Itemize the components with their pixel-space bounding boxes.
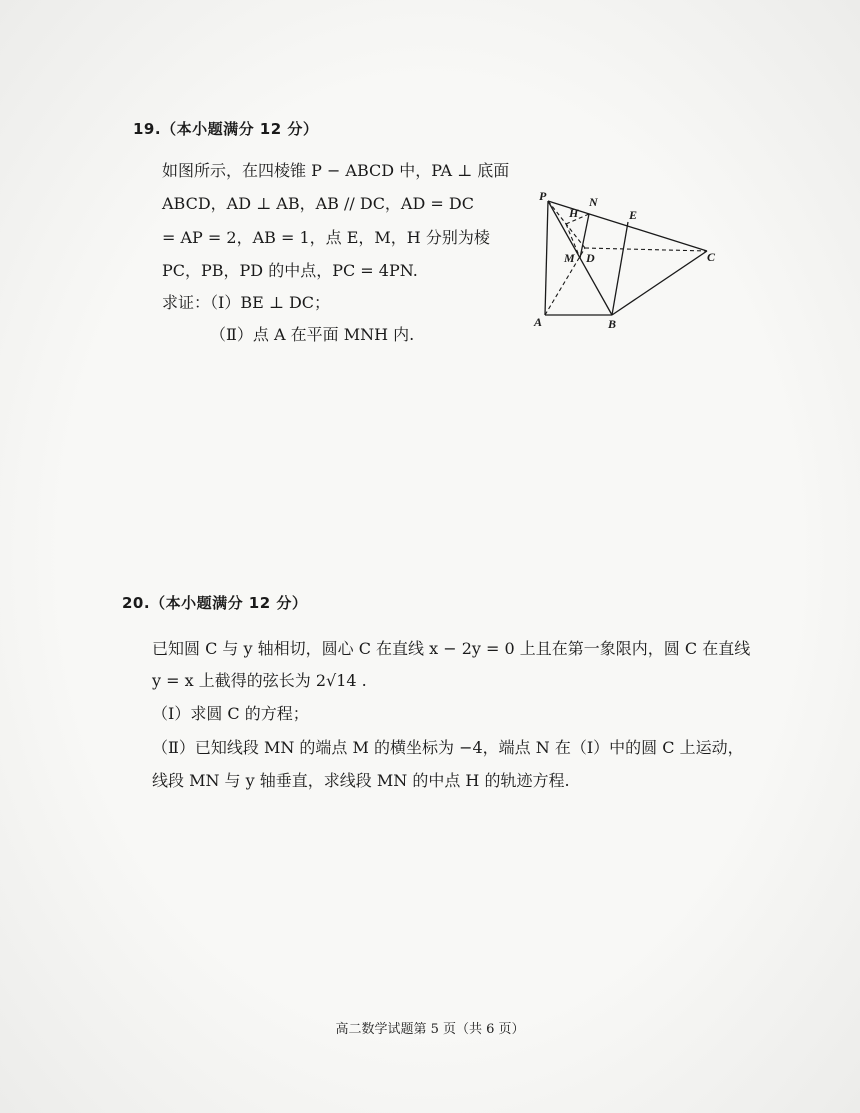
- q20-line-1: 已知圆 C 与 y 轴相切，圆心 C 在直线 x − 2y = 0 上且在第一象限内，圆 C 在直线: [152, 639, 751, 658]
- label-D: D: [586, 251, 595, 265]
- segment-BE: [612, 222, 628, 315]
- label-M: M: [564, 251, 575, 265]
- pyramid-figure: [525, 188, 725, 338]
- q19-line-2: ABCD，AD ⊥ AB，AB // DC，AD = DC: [162, 194, 474, 213]
- label-E: E: [629, 208, 638, 222]
- q19-title: 19.（本小题满分 12 分）: [133, 120, 319, 138]
- q20-line-3: （Ⅰ）求圆 C 的方程；: [152, 704, 309, 723]
- q20-title: 20.（本小题满分 12 分）: [122, 594, 308, 612]
- q19-line-1: 如图所示，在四棱锥 P − ABCD 中，PA ⊥ 底面: [162, 161, 510, 180]
- label-A: A: [534, 315, 543, 329]
- edge-BC: [612, 251, 707, 315]
- q20-line-5: 线段 MN 与 y 轴垂直，求线段 MN 的中点 H 的轨迹方程.: [152, 771, 570, 790]
- q19-line-5: 求证：（Ⅰ）BE ⊥ DC；: [162, 293, 331, 312]
- q19-line-4: PC，PB，PD 的中点，PC = 4PN.: [162, 261, 418, 280]
- page-footer: 高二数学试题第 5 页（共 6 页）: [335, 1022, 525, 1037]
- label-N: N: [589, 195, 598, 209]
- label-H: H: [569, 206, 579, 220]
- q19-line-3: = AP = 2，AB = 1，点 E，M，H 分别为棱: [162, 228, 490, 247]
- edge-PA: [545, 201, 548, 315]
- q20-line-4: （Ⅱ）已知线段 MN 的端点 M 的横坐标为 −4，端点 N 在（Ⅰ）中的圆 C 上运动，: [152, 738, 744, 757]
- q20-line-2: y = x 上截得的弦长为 2√14 .: [152, 671, 367, 690]
- label-C: C: [707, 250, 716, 264]
- edge-DC-hidden: [585, 248, 707, 251]
- label-B: B: [608, 317, 617, 331]
- label-P: P: [539, 189, 547, 203]
- q19-line-6: （Ⅱ）点 A 在平面 MNH 内.: [210, 325, 415, 344]
